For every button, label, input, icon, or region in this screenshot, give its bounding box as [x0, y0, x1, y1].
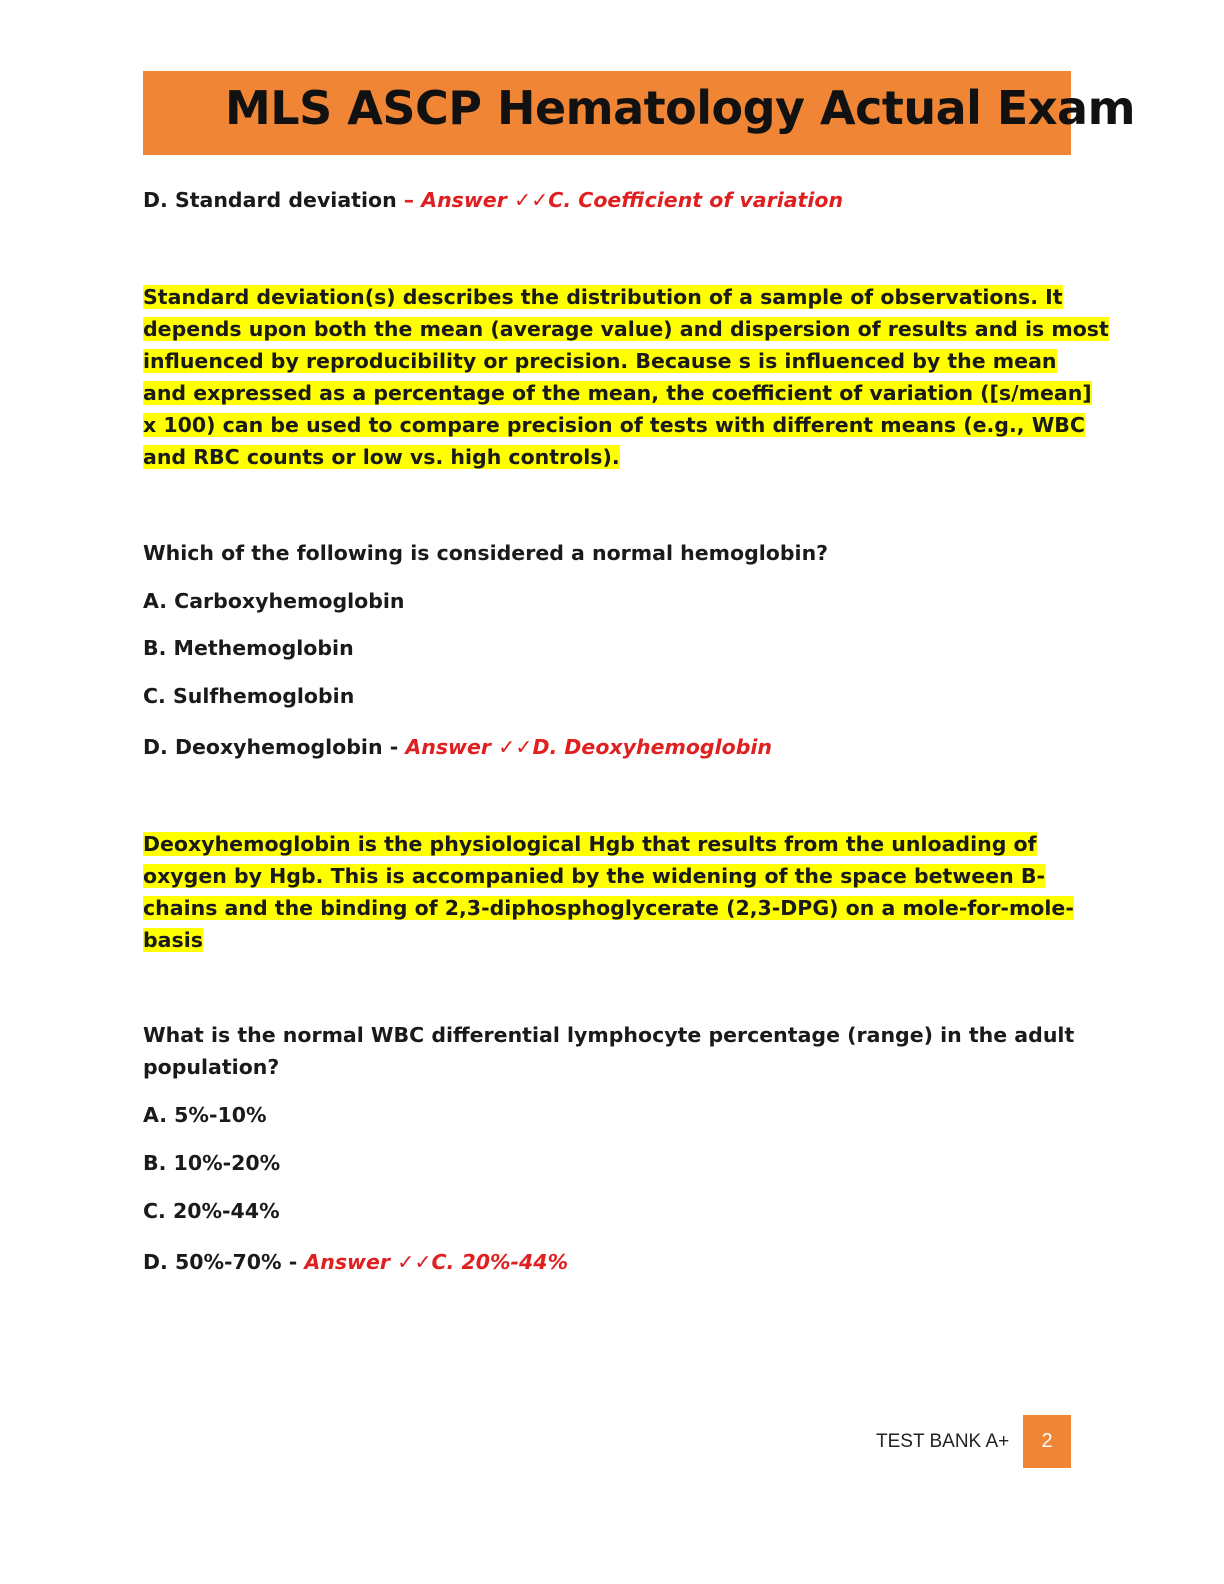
question3-option-b: B. 10%-20% [143, 1151, 281, 1175]
explanation-line: chains and the binding of 2,3-diphosphoglycerate (2,3-DPG) on a mole-for-mole- [143, 896, 1074, 920]
explanation-line: basis [143, 928, 203, 952]
question1-option-d-line [143, 186, 843, 214]
question2-text: Which of the following is considered a normal hemoglobin? [143, 541, 829, 565]
explanation-line: and expressed as a percentage of the mean, the coefficient of variation ([s/mean] [143, 381, 1092, 405]
answer-separator: – [396, 188, 422, 212]
answer-separator: - [382, 735, 406, 759]
page-number: 2 [1023, 1415, 1071, 1468]
page-title: MLS ASCP Hematology Actual Exam [225, 81, 1136, 135]
explanation-line: depends upon both the mean (average value) and dispersion of results and is most [143, 317, 1109, 341]
question2-answer: Answer ✓✓D. Deoxyhemoglobin [405, 735, 773, 759]
question1-explanation [143, 281, 1109, 473]
question3-text-line2: population? [143, 1055, 280, 1079]
explanation-line: Standard deviation(s) describes the distribution of a sample of observations. It [143, 285, 1063, 309]
question3-option-d-line [143, 1248, 568, 1276]
explanation-line: influenced by reproducibility or precision. Because s is influenced by the mean [143, 349, 1057, 373]
question2-option-b: B. Methemoglobin [143, 636, 354, 660]
header-banner [143, 71, 1136, 155]
question2-option-d-line [143, 733, 772, 761]
question2-option-a: A. Carboxyhemoglobin [143, 589, 405, 613]
question3-option-a: A. 5%-10% [143, 1103, 267, 1127]
answer-separator: - [281, 1250, 305, 1274]
footer-label: TEST BANK A+ [876, 1431, 1010, 1452]
question2-option-c: C. Sulfhemoglobin [143, 684, 355, 708]
question2-explanation [143, 828, 1074, 956]
question2-option-d: D. Deoxyhemoglobin [143, 735, 383, 759]
explanation-line: and RBC counts or low vs. high controls). [143, 445, 620, 469]
explanation-line: Deoxyhemoglobin is the physiological Hgb that results from the unloading of [143, 832, 1037, 856]
question1-option-d: D. Standard deviation [143, 188, 397, 212]
question3-option-c: C. 20%-44% [143, 1199, 280, 1223]
explanation-line: x 100) can be used to compare precision of tests with different means (e.g., WBC [143, 413, 1085, 437]
question3-option-d: D. 50%-70% [143, 1250, 282, 1274]
question1-answer: Answer ✓✓C. Coefficient of variation [421, 188, 844, 212]
explanation-line: oxygen by Hgb. This is accompanied by the widening of the space between B- [143, 864, 1045, 888]
question3-text-line1: What is the normal WBC differential lymphocyte percentage (range) in the adult [143, 1023, 1075, 1047]
question3-answer: Answer ✓✓C. 20%-44% [304, 1250, 569, 1274]
